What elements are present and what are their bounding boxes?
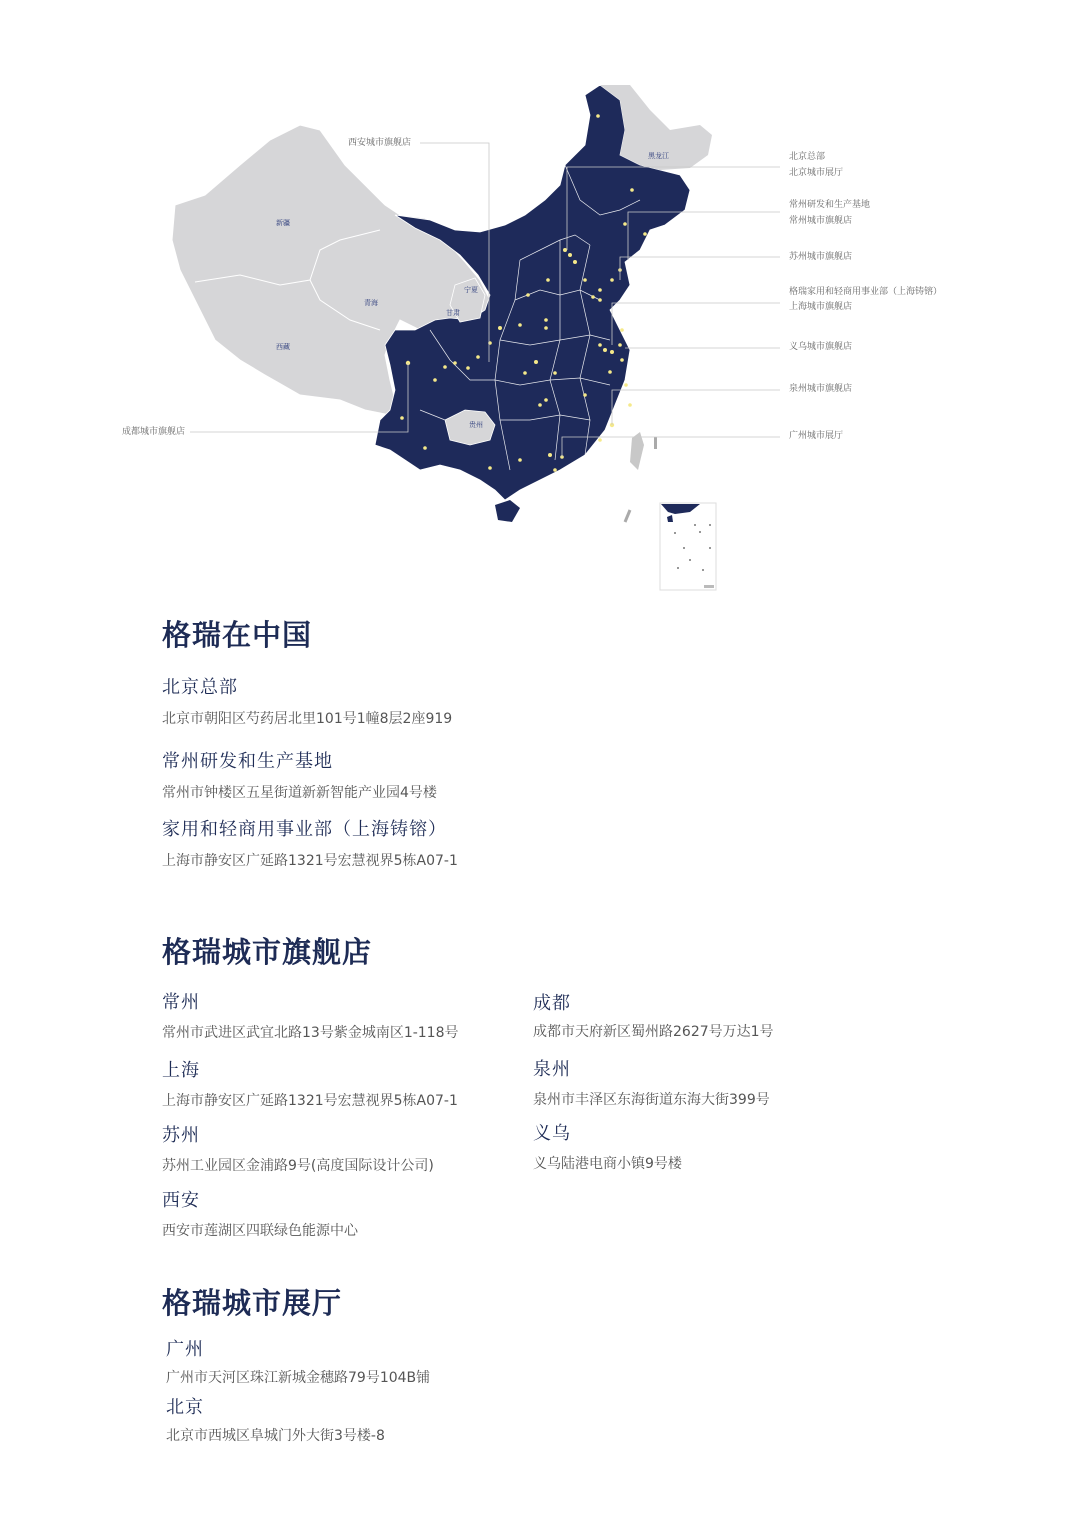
callout-beijing-hq: 北京总部 <box>789 152 826 162</box>
section-title-flagship: 格瑞城市旗舰店 <box>162 935 373 969</box>
callout-chengdu-flagship: 成都城市旗舰店 <box>122 427 186 437</box>
province-label-xinjiang: 新疆 <box>276 219 290 227</box>
entry-name: 常州 <box>162 992 200 1013</box>
hainan <box>495 500 520 522</box>
entry-name: 北京总部 <box>162 677 238 698</box>
province-label-ningxia: 宁夏 <box>464 286 478 294</box>
province-label-heilongjiang: 黑龙江 <box>648 152 669 160</box>
callout-changzhou-base: 常州研发和生产基地 <box>789 200 871 210</box>
entry-address: 广州市天河区珠江新城金穗路79号104B铺 <box>166 1370 431 1386</box>
entry-name: 北京 <box>166 1397 204 1418</box>
china-entry <box>162 815 458 870</box>
entry-name: 上海 <box>162 1060 200 1081</box>
entry-name: 泉州 <box>533 1059 571 1080</box>
flagship-entry <box>533 989 774 1041</box>
province-label-guizhou: 贵州 <box>469 421 483 429</box>
china-entry <box>162 747 437 802</box>
callout-xian-flagship: 西安城市旗舰店 <box>348 138 412 148</box>
flagship-entry <box>533 1055 770 1109</box>
taiwan <box>630 432 644 470</box>
callout-beijing-showroom: 北京城市展厅 <box>789 168 844 178</box>
callout-yiwu-flagship: 义乌城市旗舰店 <box>789 342 853 352</box>
entry-address: 成都市天府新区蜀州路2627号万达1号 <box>533 1024 774 1040</box>
province-label-qinghai: 青海 <box>364 299 378 307</box>
callout-shanghai-division: 格瑞家用和轻商用事业部（上海铸镕） <box>789 287 943 297</box>
china-map <box>0 0 1080 600</box>
callout-guangzhou-showroom: 广州城市展厅 <box>789 431 844 441</box>
entry-address: 常州市钟楼区五星街道新新智能产业园4号楼 <box>162 785 437 801</box>
section-title-showroom: 格瑞城市展厅 <box>162 1286 343 1320</box>
flagship-entry <box>162 1186 358 1240</box>
entry-address: 义乌陆港电商小镇9号楼 <box>533 1156 682 1172</box>
province-label-xizang: 西藏 <box>276 343 290 351</box>
entry-name: 广州 <box>166 1339 204 1360</box>
callout-changzhou-flagship: 常州城市旗舰店 <box>789 216 853 226</box>
china-map-svg <box>0 0 1080 600</box>
entry-name: 家用和轻商用事业部（上海铸镕） <box>162 819 447 840</box>
province-label-gansu: 甘肃 <box>446 309 460 317</box>
entry-address: 苏州工业园区金浦路9号(高度国际设计公司) <box>162 1158 434 1174</box>
flagship-entry <box>162 1056 458 1110</box>
entry-name: 苏州 <box>162 1125 200 1146</box>
entry-name: 西安 <box>162 1190 200 1211</box>
entry-address: 上海市静安区广延路1321号宏慧视界5栋A07-1 <box>162 853 458 869</box>
flagship-entry <box>162 1121 434 1175</box>
flagship-entry <box>533 1119 682 1173</box>
entry-address: 泉州市丰泽区东海街道东海大街399号 <box>533 1092 770 1108</box>
entry-name: 义乌 <box>533 1123 571 1144</box>
entry-address: 上海市静安区广延路1321号宏慧视界5栋A07-1 <box>162 1093 458 1109</box>
south-china-sea-inset <box>660 503 716 590</box>
china-entry <box>162 673 452 728</box>
showroom-entry <box>166 1335 430 1387</box>
callout-quanzhou-flagship: 泉州城市旗舰店 <box>789 384 853 394</box>
entry-address: 常州市武进区武宜北路13号紫金城南区1-118号 <box>162 1025 459 1041</box>
showroom-entry <box>166 1393 385 1445</box>
entry-address: 北京市朝阳区芍药居北里101号1幢8层2座919 <box>162 711 453 727</box>
entry-name: 成都 <box>533 993 571 1014</box>
callout-shanghai-flagship: 上海城市旗舰店 <box>789 302 853 312</box>
entry-address: 西安市莲湖区四联绿色能源中心 <box>162 1223 358 1239</box>
callout-suzhou-flagship: 苏州城市旗舰店 <box>789 252 853 262</box>
flagship-entry <box>162 988 459 1042</box>
section-title-china: 格瑞在中国 <box>162 618 313 652</box>
entry-address: 北京市西城区阜城门外大街3号楼-8 <box>166 1428 385 1444</box>
entry-name: 常州研发和生产基地 <box>162 751 333 772</box>
